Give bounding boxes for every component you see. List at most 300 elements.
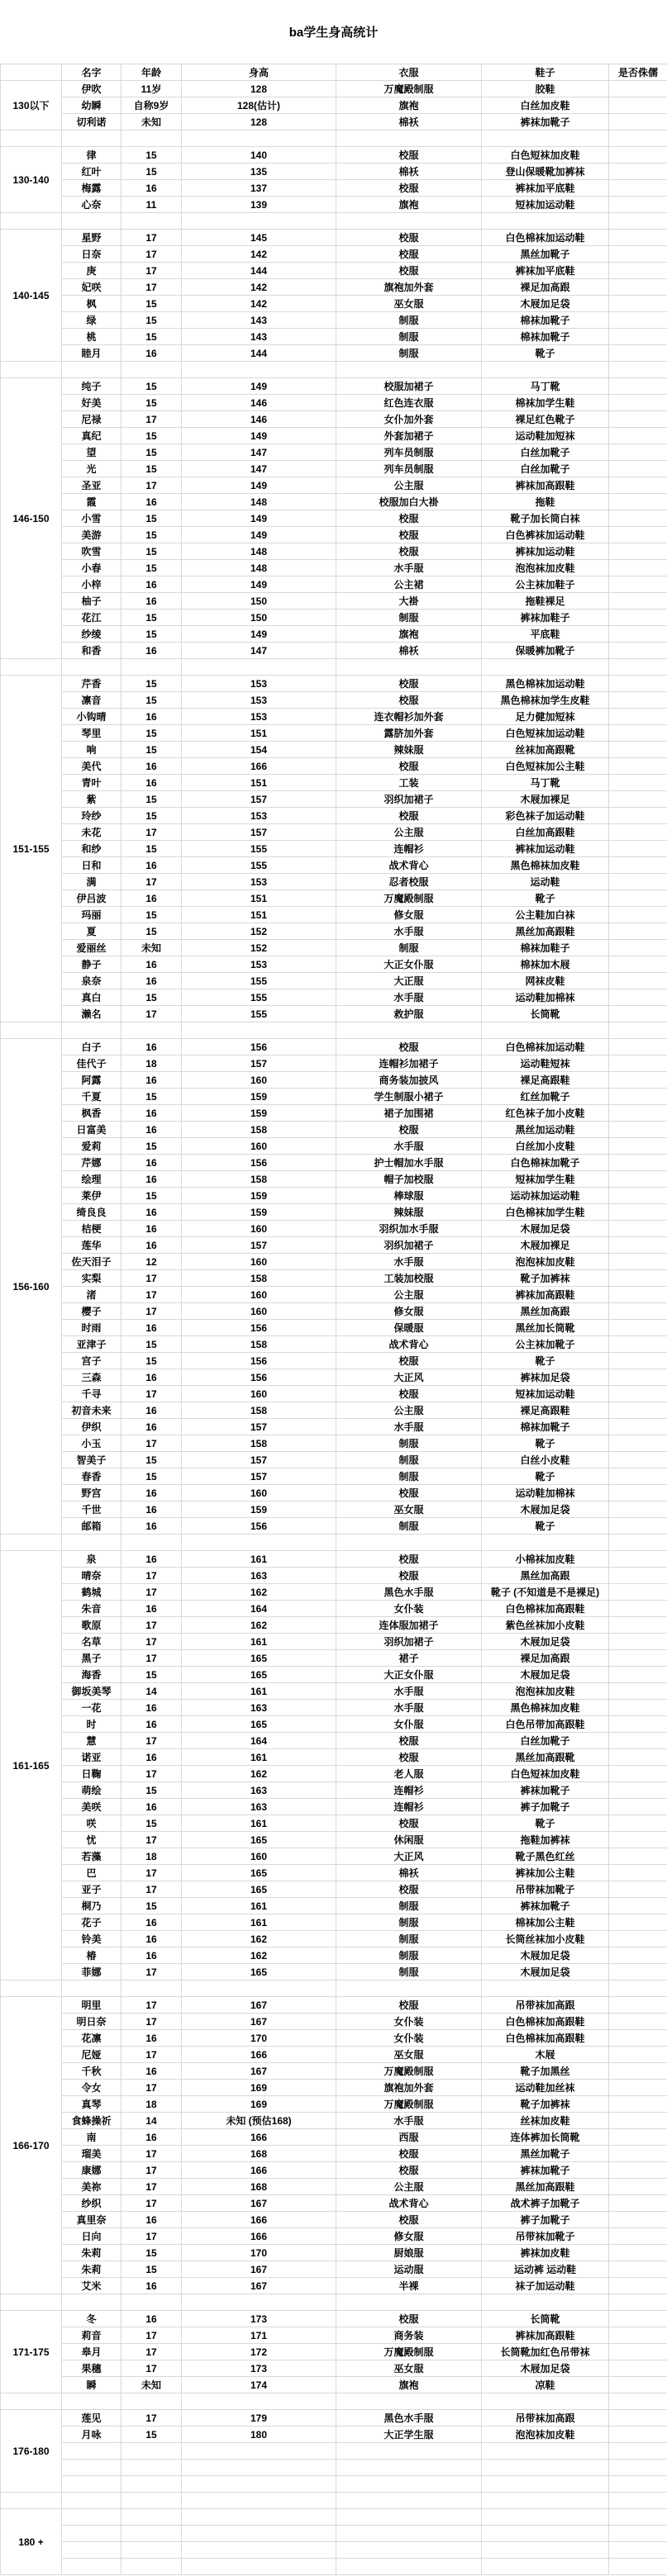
cell-shoes[interactable]: 木屐加足袋 (482, 2360, 609, 2377)
cell-height[interactable]: 158 (182, 1171, 336, 1188)
cell-age[interactable]: 16 (121, 956, 182, 973)
cell-clothes[interactable] (336, 2526, 482, 2542)
cell-height[interactable]: 160 (182, 1072, 336, 1089)
cell-height[interactable]: 151 (182, 725, 336, 742)
cell-clothes[interactable]: 制服 (336, 1914, 482, 1931)
cell-age[interactable] (121, 2542, 182, 2559)
cell-clothes[interactable]: 万魔殿制服 (336, 2344, 482, 2360)
cell-dwarf[interactable] (609, 1369, 667, 1386)
cell-clothes[interactable]: 校服 (336, 2146, 482, 2162)
cell-shoes[interactable]: 运动鞋加棉袜 (482, 1485, 609, 1501)
cell-height[interactable]: 151 (182, 775, 336, 791)
cell-age[interactable]: 17 (121, 477, 182, 494)
cell-clothes[interactable]: 连帽衫 (336, 1782, 482, 1799)
cell-height[interactable]: 170 (182, 2030, 336, 2047)
cell-dwarf[interactable] (609, 1815, 667, 1832)
cell-name[interactable]: 日向 (62, 2228, 121, 2245)
cell-clothes[interactable]: 制服 (336, 1518, 482, 1535)
cell-name[interactable]: 和香 (62, 643, 121, 659)
cell-name[interactable]: 渚 (62, 1287, 121, 1303)
cell-height[interactable]: 168 (182, 2146, 336, 2162)
cell-dwarf[interactable] (609, 775, 667, 791)
cell-clothes[interactable]: 巫女服 (336, 2047, 482, 2063)
cell-height[interactable]: 156 (182, 1518, 336, 1535)
cell-age[interactable]: 15 (121, 527, 182, 543)
cell-age[interactable]: 15 (121, 2245, 182, 2261)
cell-height[interactable] (182, 659, 336, 676)
group-label[interactable]: 171-175 (1, 2311, 62, 2393)
cell-shoes[interactable] (482, 213, 609, 230)
cell-dwarf[interactable] (609, 1402, 667, 1419)
cell-height[interactable] (182, 2526, 336, 2542)
cell-height[interactable]: 158 (182, 1435, 336, 1452)
cell-name[interactable]: 春香 (62, 1468, 121, 1485)
cell-dwarf[interactable] (609, 593, 667, 610)
cell-dwarf[interactable] (609, 1386, 667, 1402)
cell-clothes[interactable]: 公主服 (336, 1287, 482, 1303)
cell-height[interactable]: 157 (182, 824, 336, 841)
cell-clothes[interactable]: 校服 (336, 510, 482, 527)
cell-dwarf[interactable] (609, 1799, 667, 1815)
cell-shoes[interactable]: 黑色棉袜加皮鞋 (482, 1700, 609, 1716)
cell-dwarf[interactable] (609, 1435, 667, 1452)
cell-group[interactable] (1, 2493, 62, 2509)
cell-dwarf[interactable] (609, 1155, 667, 1171)
cell-height[interactable]: 166 (182, 2162, 336, 2179)
cell-age[interactable]: 17 (121, 2179, 182, 2195)
cell-height[interactable]: 160 (182, 1303, 336, 1320)
cell-group[interactable] (1, 213, 62, 230)
cell-clothes[interactable]: 帽子加校服 (336, 1171, 482, 1188)
cell-dwarf[interactable] (609, 246, 667, 263)
cell-clothes[interactable]: 半裸 (336, 2278, 482, 2294)
cell-clothes[interactable] (336, 2294, 482, 2311)
cell-dwarf[interactable] (609, 1072, 667, 1089)
cell-shoes[interactable]: 平底鞋 (482, 626, 609, 643)
cell-height[interactable]: 140 (182, 147, 336, 164)
cell-group[interactable] (1, 659, 62, 676)
cell-name[interactable]: 康娜 (62, 2162, 121, 2179)
cell-height[interactable]: 135 (182, 164, 336, 180)
cell-clothes[interactable]: 制服 (336, 940, 482, 956)
cell-clothes[interactable]: 制服 (336, 1435, 482, 1452)
cell-age[interactable]: 15 (121, 329, 182, 345)
cell-dwarf[interactable] (609, 2410, 667, 2427)
cell-clothes[interactable]: 水手服 (336, 560, 482, 576)
cell-dwarf[interactable] (609, 791, 667, 808)
cell-dwarf[interactable] (609, 1634, 667, 1650)
cell-clothes[interactable]: 羽织加裙子 (336, 1634, 482, 1650)
cell-name[interactable]: 朱莉 (62, 2245, 121, 2261)
cell-dwarf[interactable] (609, 1221, 667, 1237)
cell-name[interactable]: 绿 (62, 312, 121, 329)
cell-name[interactable]: 艾米 (62, 2278, 121, 2294)
cell-dwarf[interactable] (609, 2096, 667, 2113)
cell-age[interactable]: 15 (121, 1336, 182, 1353)
column-header[interactable]: 身高 (182, 64, 336, 81)
cell-age[interactable]: 16 (121, 973, 182, 989)
cell-name[interactable] (62, 2493, 121, 2509)
cell-name[interactable]: 咲 (62, 1815, 121, 1832)
cell-shoes[interactable]: 木屐 (482, 2047, 609, 2063)
cell-height[interactable]: 150 (182, 610, 336, 626)
cell-clothes[interactable]: 水手服 (336, 1419, 482, 1435)
cell-age[interactable]: 16 (121, 1122, 182, 1138)
cell-height[interactable]: 156 (182, 1320, 336, 1336)
cell-age[interactable]: 15 (121, 164, 182, 180)
cell-age[interactable]: 15 (121, 428, 182, 444)
cell-name[interactable] (62, 659, 121, 676)
cell-age[interactable]: 16 (121, 1221, 182, 1237)
cell-shoes[interactable]: 裤袜加高跟鞋 (482, 1287, 609, 1303)
cell-shoes[interactable]: 长筒靴 (482, 2311, 609, 2327)
cell-name[interactable]: 吹雪 (62, 543, 121, 560)
cell-shoes[interactable]: 木屐加足袋 (482, 1221, 609, 1237)
cell-age[interactable]: 15 (121, 791, 182, 808)
cell-dwarf[interactable] (609, 2129, 667, 2146)
cell-name[interactable]: 未花 (62, 824, 121, 841)
cell-shoes[interactable] (482, 2294, 609, 2311)
cell-shoes[interactable]: 裤袜加高跟鞋 (482, 2327, 609, 2344)
cell-height[interactable]: 173 (182, 2311, 336, 2327)
cell-clothes[interactable]: 大正风 (336, 1848, 482, 1865)
cell-clothes[interactable]: 裙子 (336, 1650, 482, 1667)
cell-height[interactable]: 161 (182, 1634, 336, 1650)
cell-dwarf[interactable] (609, 610, 667, 626)
cell-age[interactable] (121, 362, 182, 378)
cell-name[interactable]: 日富美 (62, 1122, 121, 1138)
cell-dwarf[interactable] (609, 808, 667, 824)
cell-clothes[interactable]: 制服 (336, 312, 482, 329)
cell-clothes[interactable]: 战术背心 (336, 1336, 482, 1353)
cell-age[interactable]: 17 (121, 1386, 182, 1402)
cell-height[interactable]: 168 (182, 2179, 336, 2195)
cell-shoes[interactable]: 长筒靴 (482, 1006, 609, 1022)
cell-age[interactable]: 17 (121, 1766, 182, 1782)
cell-name[interactable]: 真纪 (62, 428, 121, 444)
cell-age[interactable]: 自称9岁 (121, 97, 182, 114)
cell-height[interactable]: 155 (182, 1006, 336, 1022)
cell-clothes[interactable]: 商务装 (336, 2327, 482, 2344)
cell-clothes[interactable]: 水手服 (336, 923, 482, 940)
cell-name[interactable]: 夏 (62, 923, 121, 940)
cell-height[interactable]: 159 (182, 1501, 336, 1518)
cell-dwarf[interactable] (609, 1452, 667, 1468)
cell-clothes[interactable]: 裙子加围裙 (336, 1105, 482, 1122)
cell-shoes[interactable]: 运动鞋加棉袜 (482, 989, 609, 1006)
cell-height[interactable]: 未知 (预估168) (182, 2113, 336, 2129)
cell-age[interactable]: 15 (121, 1782, 182, 1799)
cell-name[interactable] (62, 2294, 121, 2311)
cell-dwarf[interactable] (609, 2509, 667, 2526)
cell-height[interactable]: 163 (182, 1799, 336, 1815)
cell-name[interactable]: 明里 (62, 1997, 121, 2014)
group-label[interactable]: 130以下 (1, 81, 62, 130)
cell-age[interactable]: 15 (121, 378, 182, 395)
cell-dwarf[interactable] (609, 1601, 667, 1617)
cell-dwarf[interactable] (609, 1336, 667, 1353)
cell-shoes[interactable]: 裤袜加靴子 (482, 2162, 609, 2179)
cell-dwarf[interactable] (609, 1898, 667, 1914)
cell-shoes[interactable] (482, 2509, 609, 2526)
cell-shoes[interactable]: 裤袜加运动鞋 (482, 841, 609, 857)
cell-name[interactable]: 望 (62, 444, 121, 461)
cell-dwarf[interactable] (609, 2162, 667, 2179)
cell-name[interactable]: 伊织 (62, 1419, 121, 1435)
cell-height[interactable]: 165 (182, 1964, 336, 1981)
cell-clothes[interactable]: 连帽衫加裙子 (336, 1056, 482, 1072)
cell-shoes[interactable]: 马丁靴 (482, 378, 609, 395)
cell-clothes[interactable]: 忍者校服 (336, 874, 482, 890)
cell-shoes[interactable]: 马丁靴 (482, 775, 609, 791)
cell-height[interactable]: 159 (182, 1188, 336, 1204)
column-header[interactable]: 鞋子 (482, 64, 609, 81)
cell-clothes[interactable]: 旗袍 (336, 97, 482, 114)
cell-shoes[interactable]: 短袜加运动鞋 (482, 1386, 609, 1402)
cell-dwarf[interactable] (609, 1749, 667, 1766)
cell-dwarf[interactable] (609, 758, 667, 775)
cell-shoes[interactable]: 胶鞋 (482, 81, 609, 97)
cell-shoes[interactable]: 公主鞋加白袜 (482, 907, 609, 923)
cell-clothes[interactable]: 连衣帽衫加外套 (336, 709, 482, 725)
cell-shoes[interactable]: 白丝加皮鞋 (482, 97, 609, 114)
cell-height[interactable]: 153 (182, 874, 336, 890)
cell-shoes[interactable]: 木屐加足袋 (482, 1634, 609, 1650)
cell-clothes[interactable]: 制服 (336, 1964, 482, 1981)
cell-name[interactable]: 时 (62, 1716, 121, 1733)
cell-dwarf[interactable] (609, 230, 667, 246)
cell-age[interactable]: 15 (121, 2261, 182, 2278)
cell-name[interactable]: 实梨 (62, 1270, 121, 1287)
cell-dwarf[interactable] (609, 1848, 667, 1865)
cell-age[interactable]: 15 (121, 841, 182, 857)
cell-dwarf[interactable] (609, 279, 667, 296)
cell-dwarf[interactable] (609, 2228, 667, 2245)
cell-shoes[interactable]: 运动鞋短袜 (482, 1056, 609, 1072)
cell-height[interactable]: 160 (182, 1485, 336, 1501)
cell-shoes[interactable] (482, 2526, 609, 2542)
cell-clothes[interactable]: 大正风 (336, 1369, 482, 1386)
cell-name[interactable]: 忧 (62, 1832, 121, 1848)
cell-height[interactable]: 149 (182, 576, 336, 593)
cell-height[interactable]: 163 (182, 1700, 336, 1716)
cell-name[interactable]: 椿 (62, 1947, 121, 1964)
cell-dwarf[interactable] (609, 1832, 667, 1848)
cell-dwarf[interactable] (609, 2212, 667, 2228)
cell-clothes[interactable]: 大正女仆服 (336, 1667, 482, 1683)
cell-clothes[interactable]: 校服 (336, 1733, 482, 1749)
cell-clothes[interactable] (336, 2559, 482, 2575)
cell-shoes[interactable]: 裤袜加靴子 (482, 1898, 609, 1914)
cell-shoes[interactable]: 黑丝加高跟鞋 (482, 2179, 609, 2195)
cell-dwarf[interactable] (609, 428, 667, 444)
cell-shoes[interactable] (482, 2559, 609, 2575)
cell-height[interactable] (182, 2493, 336, 2509)
cell-clothes[interactable]: 公主裙 (336, 576, 482, 593)
cell-age[interactable]: 15 (121, 808, 182, 824)
cell-dwarf[interactable] (609, 2360, 667, 2377)
cell-age[interactable] (121, 2526, 182, 2542)
cell-age[interactable]: 15 (121, 1138, 182, 1155)
cell-clothes[interactable]: 商务装加披风 (336, 1072, 482, 1089)
cell-clothes[interactable]: 制服 (336, 1898, 482, 1914)
cell-dwarf[interactable] (609, 1535, 667, 1551)
cell-age[interactable]: 16 (121, 1320, 182, 1336)
cell-dwarf[interactable] (609, 1287, 667, 1303)
cell-dwarf[interactable] (609, 1056, 667, 1072)
cell-shoes[interactable]: 裸足加高跟 (482, 279, 609, 296)
cell-height[interactable]: 171 (182, 2327, 336, 2344)
cell-name[interactable]: 玛丽 (62, 907, 121, 923)
cell-height[interactable] (182, 2476, 336, 2493)
cell-dwarf[interactable] (609, 2195, 667, 2212)
cell-age[interactable]: 16 (121, 2063, 182, 2080)
cell-dwarf[interactable] (609, 2245, 667, 2261)
cell-height[interactable]: 167 (182, 2195, 336, 2212)
cell-name[interactable]: 芹娜 (62, 1155, 121, 1171)
cell-name[interactable]: 亚子 (62, 1881, 121, 1898)
cell-age[interactable]: 17 (121, 2360, 182, 2377)
cell-clothes[interactable]: 棉袄 (336, 643, 482, 659)
cell-shoes[interactable]: 棉袜加靴子 (482, 329, 609, 345)
cell-group[interactable] (1, 1022, 62, 1039)
cell-clothes[interactable]: 大褂 (336, 593, 482, 610)
cell-height[interactable]: 149 (182, 378, 336, 395)
cell-clothes[interactable]: 女仆加外套 (336, 411, 482, 428)
cell-shoes[interactable]: 白丝小皮鞋 (482, 1452, 609, 1468)
cell-clothes[interactable] (336, 2509, 482, 2526)
cell-height[interactable] (182, 213, 336, 230)
cell-height[interactable]: 146 (182, 395, 336, 411)
cell-clothes[interactable]: 制服 (336, 329, 482, 345)
cell-age[interactable] (121, 2559, 182, 2575)
cell-height[interactable]: 158 (182, 1270, 336, 1287)
cell-age[interactable]: 17 (121, 230, 182, 246)
cell-age[interactable]: 16 (121, 1914, 182, 1931)
cell-dwarf[interactable] (609, 97, 667, 114)
cell-dwarf[interactable] (609, 841, 667, 857)
cell-age[interactable]: 15 (121, 1815, 182, 1832)
cell-name[interactable]: 鹤城 (62, 1584, 121, 1601)
cell-height[interactable]: 153 (182, 676, 336, 692)
cell-height[interactable]: 139 (182, 197, 336, 213)
cell-dwarf[interactable] (609, 2179, 667, 2195)
cell-shoes[interactable]: 裤袜加靴子 (482, 114, 609, 130)
cell-name[interactable]: 爱莉 (62, 1138, 121, 1155)
cell-dwarf[interactable] (609, 742, 667, 758)
cell-name[interactable]: 真白 (62, 989, 121, 1006)
cell-height[interactable]: 162 (182, 1617, 336, 1634)
cell-dwarf[interactable] (609, 1485, 667, 1501)
cell-name[interactable]: 爱丽丝 (62, 940, 121, 956)
cell-shoes[interactable]: 黑丝加靴子 (482, 2146, 609, 2162)
cell-name[interactable]: 纯子 (62, 378, 121, 395)
cell-height[interactable]: 153 (182, 692, 336, 709)
cell-dwarf[interactable] (609, 626, 667, 643)
cell-clothes[interactable]: 校服 (336, 692, 482, 709)
cell-dwarf[interactable] (609, 2278, 667, 2294)
cell-age[interactable]: 16 (121, 593, 182, 610)
cell-clothes[interactable]: 校服 (336, 808, 482, 824)
cell-height[interactable]: 167 (182, 2261, 336, 2278)
cell-height[interactable]: 165 (182, 1650, 336, 1667)
cell-name[interactable]: 果穗 (62, 2360, 121, 2377)
cell-age[interactable]: 15 (121, 907, 182, 923)
cell-clothes[interactable] (336, 659, 482, 676)
cell-clothes[interactable] (336, 2393, 482, 2410)
cell-shoes[interactable]: 黑色棉袜加皮鞋 (482, 857, 609, 874)
cell-dwarf[interactable] (609, 692, 667, 709)
cell-shoes[interactable]: 棉袜加公主鞋 (482, 1914, 609, 1931)
cell-dwarf[interactable] (609, 197, 667, 213)
cell-dwarf[interactable] (609, 1733, 667, 1749)
cell-dwarf[interactable] (609, 494, 667, 510)
column-header[interactable]: 名字 (62, 64, 121, 81)
cell-shoes[interactable]: 木屐加裸足 (482, 791, 609, 808)
cell-height[interactable] (182, 2393, 336, 2410)
cell-age[interactable]: 16 (121, 2311, 182, 2327)
cell-age[interactable]: 16 (121, 1419, 182, 1435)
cell-shoes[interactable]: 白色棉袜加高跟鞋 (482, 2014, 609, 2030)
cell-clothes[interactable] (336, 1981, 482, 1997)
cell-clothes[interactable]: 列车员制服 (336, 461, 482, 477)
cell-age[interactable]: 17 (121, 1287, 182, 1303)
cell-height[interactable]: 157 (182, 1419, 336, 1435)
cell-age[interactable]: 16 (121, 1700, 182, 1716)
cell-height[interactable] (182, 1535, 336, 1551)
cell-dwarf[interactable] (609, 2542, 667, 2559)
cell-shoes[interactable] (482, 2542, 609, 2559)
cell-shoes[interactable]: 白色棉袜加高跟鞋 (482, 2030, 609, 2047)
cell-height[interactable] (182, 130, 336, 147)
cell-name[interactable]: 庚 (62, 263, 121, 279)
cell-age[interactable]: 16 (121, 1551, 182, 1568)
cell-height[interactable]: 155 (182, 841, 336, 857)
cell-age[interactable]: 17 (121, 263, 182, 279)
cell-age[interactable]: 16 (121, 758, 182, 775)
cell-name[interactable]: 桃 (62, 329, 121, 345)
cell-clothes[interactable] (336, 130, 482, 147)
cell-name[interactable]: 桐乃 (62, 1898, 121, 1914)
cell-height[interactable]: 164 (182, 1601, 336, 1617)
cell-shoes[interactable]: 木屐加足袋 (482, 1964, 609, 1981)
cell-shoes[interactable]: 靴子加裤袜 (482, 2096, 609, 2113)
cell-age[interactable]: 16 (121, 1369, 182, 1386)
cell-dwarf[interactable] (609, 576, 667, 593)
cell-height[interactable]: 156 (182, 1039, 336, 1056)
cell-dwarf[interactable] (609, 1006, 667, 1022)
cell-name[interactable]: 尼禄 (62, 411, 121, 428)
cell-age[interactable]: 16 (121, 709, 182, 725)
cell-dwarf[interactable] (609, 1501, 667, 1518)
cell-name[interactable]: 宫子 (62, 1353, 121, 1369)
cell-age[interactable]: 16 (121, 494, 182, 510)
cell-name[interactable] (62, 130, 121, 147)
cell-height[interactable]: 145 (182, 230, 336, 246)
cell-dwarf[interactable] (609, 395, 667, 411)
cell-clothes[interactable]: 制服 (336, 345, 482, 362)
cell-clothes[interactable]: 公主服 (336, 1402, 482, 1419)
cell-height[interactable]: 161 (182, 1815, 336, 1832)
cell-clothes[interactable] (336, 2443, 482, 2460)
cell-height[interactable]: 165 (182, 1865, 336, 1881)
cell-dwarf[interactable] (609, 1700, 667, 1716)
cell-height[interactable]: 174 (182, 2377, 336, 2393)
cell-name[interactable]: 律 (62, 147, 121, 164)
column-header[interactable]: 衣服 (336, 64, 482, 81)
cell-age[interactable]: 15 (121, 395, 182, 411)
cell-dwarf[interactable] (609, 1303, 667, 1320)
